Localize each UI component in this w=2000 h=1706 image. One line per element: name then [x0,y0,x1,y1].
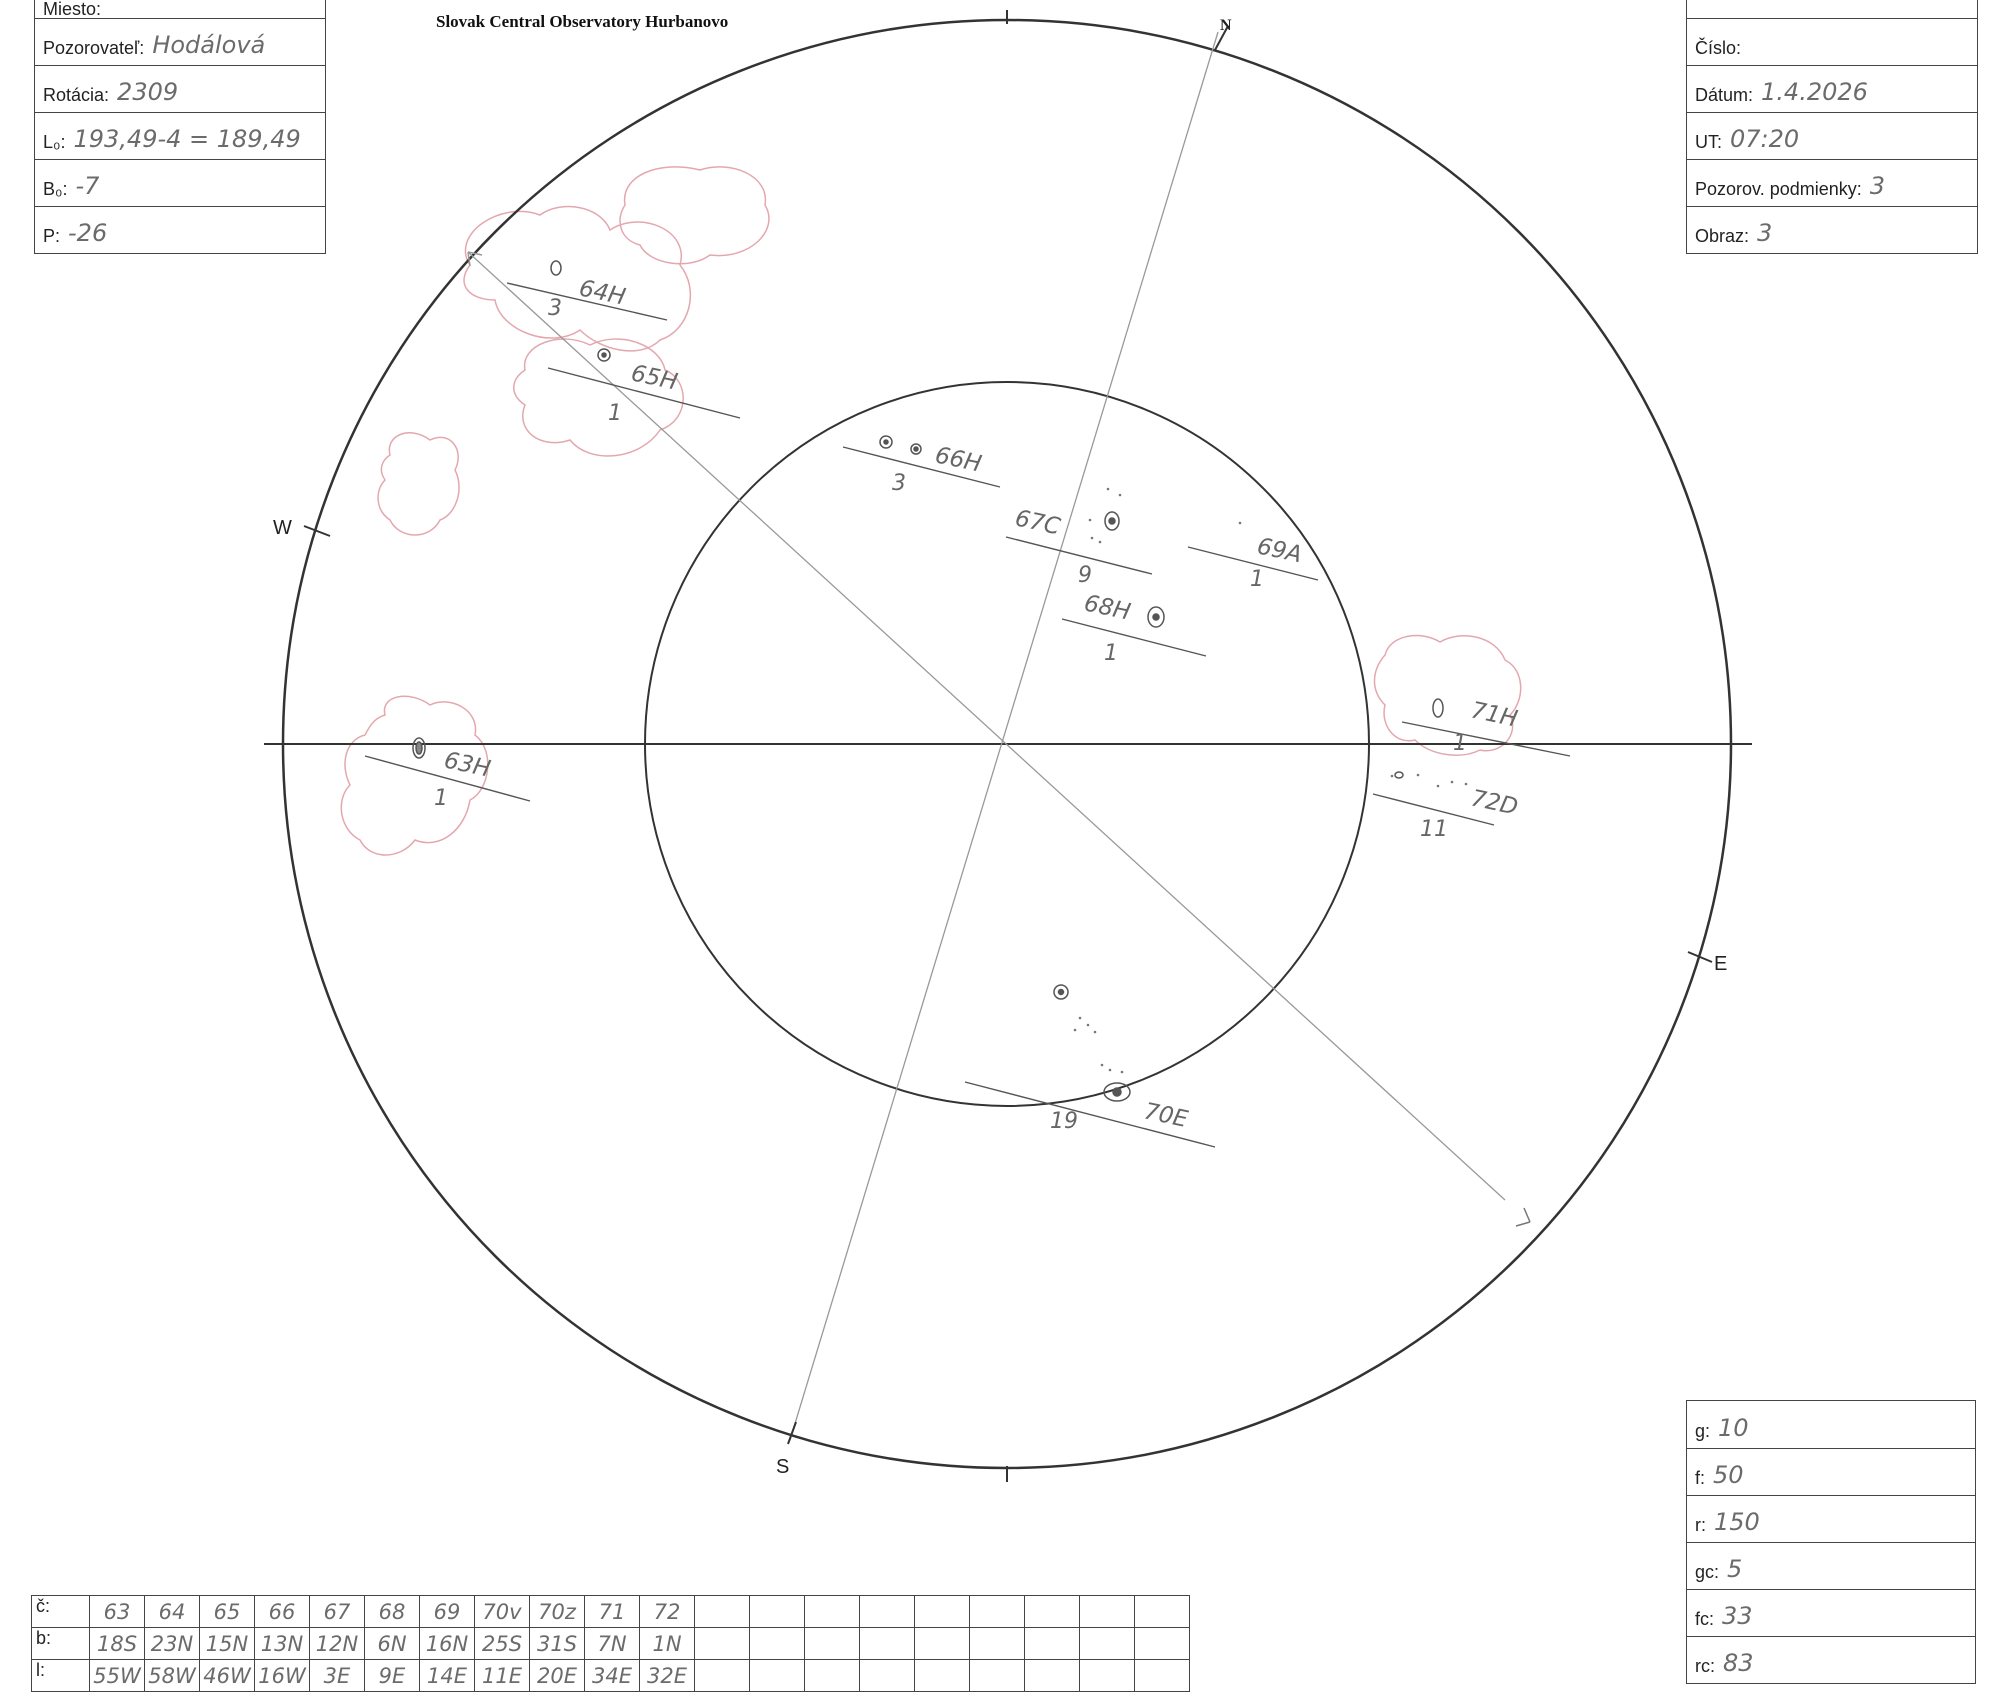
table-cell-l: 58W [145,1660,200,1692]
table-cell-c: 66 [255,1596,310,1628]
table-cell-c: 65 [200,1596,255,1628]
table-cell-b: 6N [365,1628,420,1660]
g-value: 10 [1718,1414,1749,1442]
group-label: 66H [932,442,984,478]
table-cell-c: 67 [310,1596,365,1628]
conditions-label: Pozorov. podmienky: [1695,179,1862,199]
table-cell-l [970,1660,1025,1692]
table-cell-l: 20E [530,1660,585,1692]
table-cell-b: 12N [310,1628,365,1660]
group-label: 71H [1468,697,1520,733]
image-label: Obraz: [1695,226,1750,246]
group-spot-count: 1 [1250,567,1264,592]
table-cell-l: 55W [90,1660,145,1692]
row-label-latitude: b: [32,1628,90,1660]
table-cell-c: 64 [145,1596,200,1628]
pore [1465,783,1468,786]
date-value: 1.4.2026 [1761,78,1868,106]
table-cell-b: 16N [420,1628,475,1660]
table-cell-c [1025,1596,1080,1628]
r-value: 150 [1714,1508,1760,1536]
pore [1119,494,1122,497]
pore [1094,1031,1097,1034]
rotation-value: 2309 [117,78,179,106]
pore [1101,1064,1104,1067]
table-cell-b [1080,1628,1135,1660]
table-cell-l [695,1660,750,1692]
table-row-latitude [32,1628,1190,1660]
north-south-axis [790,32,1218,1440]
group-label: 64H [576,275,628,311]
f-label: f: [1695,1468,1706,1488]
table-cell-b: 31S [530,1628,585,1660]
table-cell-b [970,1628,1025,1660]
table-cell-l [1025,1660,1080,1692]
table-cell-c: 63 [90,1596,145,1628]
table-cell-b: 25S [475,1628,530,1660]
number-label: Číslo: [1695,38,1742,58]
group-spot-count: 11 [1420,817,1448,842]
pore [1109,1069,1112,1072]
table-cell-b: 15N [200,1628,255,1660]
f-value: 50 [1713,1461,1744,1489]
group-spot-count: 9 [1078,563,1092,588]
g-label: g: [1695,1421,1711,1441]
pore [1107,488,1110,491]
group-coordinates-table [31,1595,1190,1692]
group-label: 65H [628,360,680,396]
pore [1437,785,1440,788]
pore [1391,775,1394,778]
p-value: -26 [68,219,108,247]
table-cell-b: 18S [90,1628,145,1660]
image-value: 3 [1757,219,1773,247]
table-cell-c: 69 [420,1596,475,1628]
south-label: S [776,1456,790,1478]
table-cell-c: 70z [530,1596,585,1628]
ut-value: 07:20 [1730,125,1800,153]
table-cell-c [860,1596,915,1628]
rc-value: 83 [1723,1649,1754,1677]
table-cell-b: 13N [255,1628,310,1660]
table-cell-b [915,1628,970,1660]
observer-label: Pozorovateľ: [43,38,145,58]
table-cell-b [1135,1628,1190,1660]
south-tick [788,1422,796,1444]
east-label: E [1714,953,1728,975]
sunspot-70b-core [1113,1088,1121,1096]
group-spot-count: 1 [434,786,448,811]
table-cell-l [860,1660,915,1692]
sunspot-64 [551,261,561,275]
sunspot-65-core [602,353,606,357]
table-cell-c [695,1596,750,1628]
pore [1089,519,1092,522]
pore [1079,1017,1082,1020]
pore [1239,522,1242,525]
table-cell-b: 1N [640,1628,695,1660]
sunspot-marks [413,261,1443,1101]
gc-label: gc: [1695,1562,1720,1582]
table-cell-c [1135,1596,1190,1628]
table-cell-b: 7N [585,1628,640,1660]
gc-value: 5 [1727,1555,1743,1583]
b0-label: B₀: [43,179,68,199]
l0-label: L₀: [43,132,66,152]
row-label-number: č: [32,1596,90,1628]
pore [1091,537,1094,540]
table-cell-l [1135,1660,1190,1692]
diagonal-reference-line [468,252,1505,1200]
p-label: P: [43,226,61,246]
ut-label: UT: [1695,132,1722,152]
group-label: 72D [1468,785,1521,821]
date-label: Dátum: [1695,85,1754,105]
table-cell-c [805,1596,860,1628]
conditions-value: 3 [1869,172,1886,200]
table-cell-c: 70v [475,1596,530,1628]
group-line-68 [1062,619,1206,656]
table-cell-l [805,1660,860,1692]
sunspot-72 [1395,772,1403,778]
sunspot-63-core [416,742,422,754]
table-cell-c [1080,1596,1135,1628]
group-spot-count: 19 [1050,1109,1078,1134]
table-cell-b [860,1628,915,1660]
group-label: 70E [1141,1098,1191,1133]
fc-value: 33 [1722,1602,1753,1630]
group-spot-count: 1 [608,401,622,426]
sunspot-68-core [1153,614,1159,620]
plage-region-west [378,433,459,535]
table-cell-b [805,1628,860,1660]
pore [1074,1029,1077,1032]
table-cell-b [1025,1628,1080,1660]
table-row-longitude [32,1660,1190,1692]
group-spot-count: 1 [1453,731,1467,756]
rotation-label: Rotácia: [43,85,110,105]
table-cell-b: 23N [145,1628,200,1660]
table-cell-l [1080,1660,1135,1692]
location-label: Miesto: [43,0,102,18]
pore [1451,781,1454,784]
table-cell-l: 3E [310,1660,365,1692]
table-cell-l: 14E [420,1660,475,1692]
table-cell-c [750,1596,805,1628]
table-cell-c: 68 [365,1596,420,1628]
group-label: 63H [441,747,493,783]
table-cell-c: 72 [640,1596,695,1628]
table-cell-c [970,1596,1025,1628]
table-cell-b [695,1628,750,1660]
group-spot-count: 3 [892,471,906,496]
table-cell-l [915,1660,970,1692]
table-cell-l: 16W [255,1660,310,1692]
table-row-number [32,1596,1190,1628]
row-label-longitude: l: [32,1660,90,1692]
table-cell-b [750,1628,805,1660]
sunspot-71 [1433,699,1443,717]
pore [1121,1071,1124,1074]
plage-region-64b [620,167,769,264]
b0-value: -7 [75,172,100,200]
observer-value: Hodálová [152,31,266,59]
group-spot-count: 3 [548,296,562,321]
sunspot-66b-core [914,447,918,451]
r-label: r: [1695,1515,1706,1535]
north-label: N [1220,17,1232,34]
pore [1417,774,1420,777]
west-label: W [273,517,292,539]
group-label: 69A [1254,533,1305,569]
group-label: 67C [1012,505,1063,541]
group-lines [365,283,1570,1147]
l0-value: 193,49-4 = 189,49 [73,125,301,153]
table-cell-l: 34E [585,1660,640,1692]
group-label: 68H [1081,590,1133,626]
group-spot-count: 1 [1104,641,1118,666]
fc-label: fc: [1695,1609,1715,1629]
group-labels [434,275,1520,1134]
sunspot-67-core [1109,518,1115,524]
diagonal-arrow-bottom [1516,1208,1530,1226]
table-cell-c [915,1596,970,1628]
observatory-title: Slovak Central Observatory Hurbanovo [436,12,729,31]
table-cell-l: 46W [200,1660,255,1692]
table-cell-l: 11E [475,1660,530,1692]
table-cell-c: 71 [585,1596,640,1628]
table-cell-l [750,1660,805,1692]
table-cell-l: 9E [365,1660,420,1692]
table-cell-l: 32E [640,1660,695,1692]
pore [1087,1024,1090,1027]
sunspot-66a-core [884,440,888,444]
plage-outlines [341,167,1520,855]
sunspot-70a-core [1059,990,1064,995]
rc-label: rc: [1695,1656,1715,1676]
pore [1099,541,1102,544]
plage-region-71 [1374,636,1520,756]
